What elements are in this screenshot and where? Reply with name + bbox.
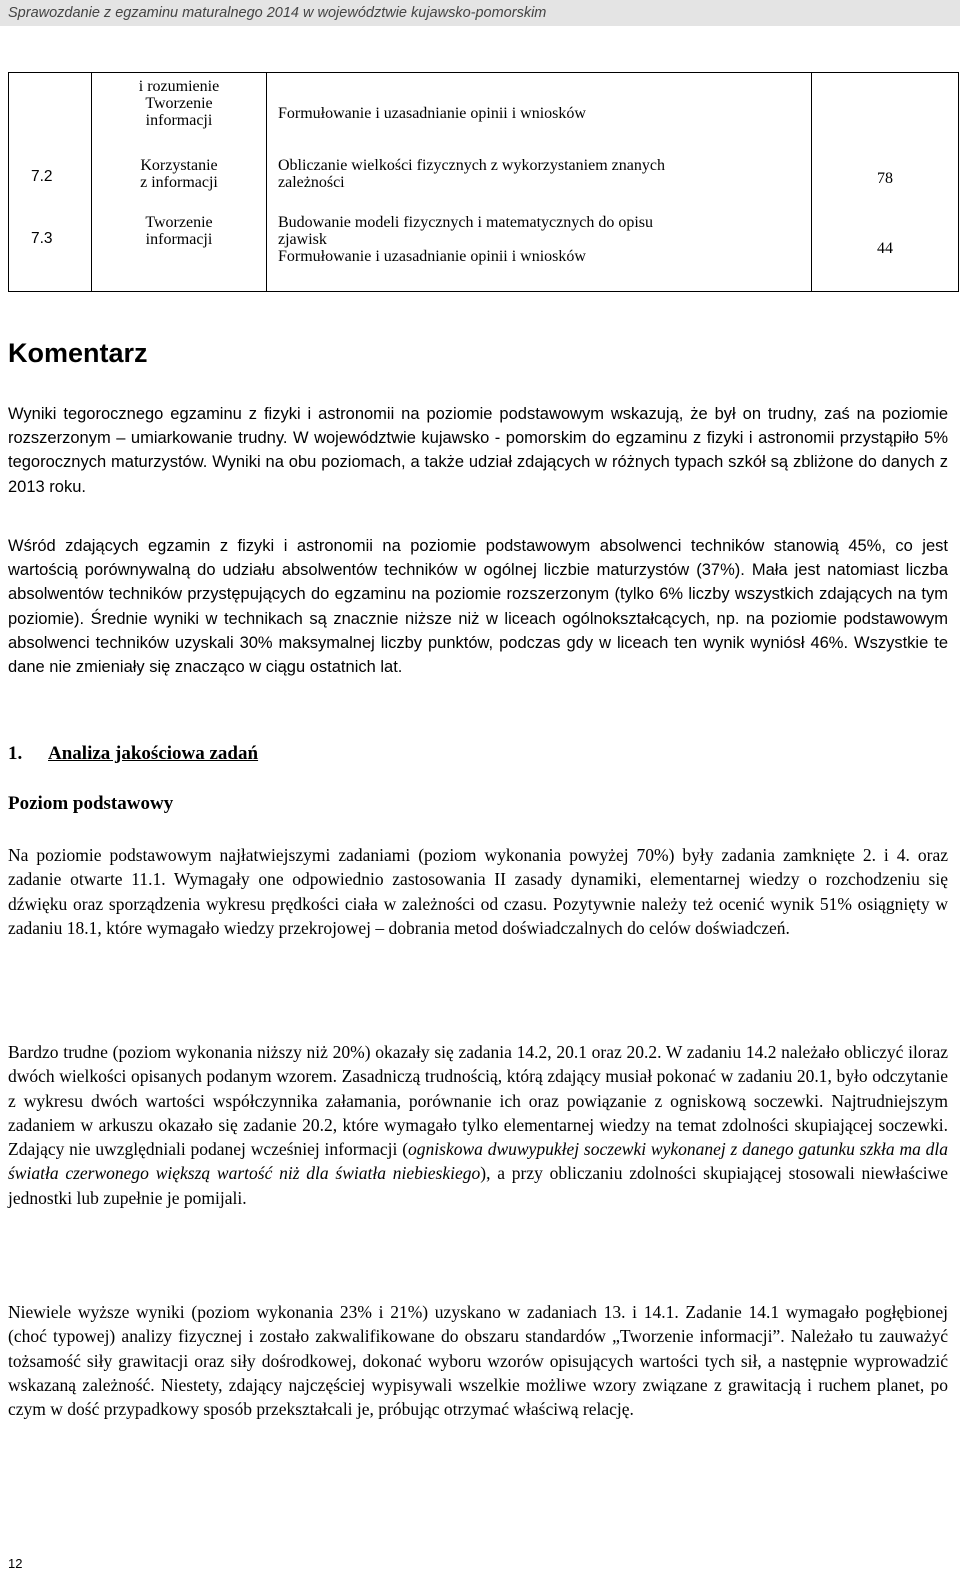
area-7-2: Korzystanie z informacji — [140, 157, 218, 191]
analiza-paragraph-3: Niewiele wyższe wyniki (poziom wykonania 23% i 21%) uzyskano w zadaniach 13. i 14.1. Zadanie 14.1 wymagało pogłębionej (choć typowej) analizy fizycznej i zostało zakwalifikowane do obszaru standardów „Tworzenie informacji”. Należało tu zauważyć tożsamość siły grawitacji oraz siły dośrodkowej, dokonać wyboru wzorów opisujących wartości tych sił, a następnie wyprowadzić wskazaną zależność. Niestety, zdający najczęściej wypisywali wszelkie możliwe wzory związane z grawitacją i ruchem planet, po czym w dość przypadkowy sposób przekształcali je, próbując otrzymać właściwą relację. — [8, 1302, 948, 1420]
area-cell — [92, 73, 267, 292]
poziom-heading: Poziom podstawowy — [8, 793, 174, 814]
komentarz-heading: Komentarz — [8, 338, 148, 368]
table-row — [9, 73, 959, 292]
komentarz-paragraph-2: Wśród zdających egzamin z fizyki i astronomii na poziomie podstawowym absolwenci techników stanowią 45%, co jest wartością porównywalną do udziału absolwentów techników w ogólnej liczbie maturzystów (37%). Mała jest natomiast liczba absolwentów techników przystępujących do egzaminu na poziomie rozszerzonym (tylko 6% liczby wszystkich zdających na tym poziomie). Średnie wyniki w technikach są znacznie niższe niż w liceach ogólnokształcących, np. na poziomie podstawowym absolwenci techników uzyskali 30% maksymalnej liczby punktów, podczas gdy w liceach ten wynik wyniósł 46%. Wszystkie te dane nie zmieniały się znacząco w ciągu ostatnich lat. — [8, 537, 948, 677]
analiza-paragraph-1: Na poziomie podstawowym najłatwiejszymi zadaniami (poziom wykonania powyżej 70%) były zadania zamknięte 2. i 4. oraz zadanie otwarte 11.1. Wymagały one odpowiednio zastosowania II zasady dynamiki, elementarnej wiedzy o rozchodzeniu się dźwięku oraz sporządzenia wykresu prędkości ciała w zależności od czasu. Pozytywnie należy też ocenić wynik 51% osiągnięty w zadaniu 18.1, które wymagało wiedzy przekrojowej – dobrania metod doświadczalnych do celów doświadczeń. — [8, 845, 948, 938]
komentarz-paragraph-1: Wyniki tegorocznego egzaminu z fizyki i astronomii na poziomie podstawowym wskazują, że był on trudny, zaś na poziomie rozszerzonym – umiarkowanie trudny. W województwie kujawsko - pomorskim do egzaminu z fizyki i astronomii przystąpiło 5% tegorocznych maturzystów. Wyniki na obu poziomach, a także udział zdających w różnych typach szkół są zbliżone do danych z 2013 roku. — [8, 405, 948, 496]
section-number: 1. — [8, 743, 23, 764]
score-7-3: 44 — [877, 240, 893, 257]
analiza-heading — [8, 743, 258, 765]
score-cell — [812, 73, 959, 292]
skills-cell — [267, 73, 812, 292]
number-cell — [9, 73, 92, 292]
area-7-3: Tworzenie informacji — [145, 214, 213, 248]
area-previous: i rozumienie Tworzenie informacji — [138, 78, 220, 129]
page-number: 12 — [8, 1556, 23, 1571]
skill-7-2: Obliczanie wielkości fizycznych z wykorzystaniem znanych zależności — [278, 157, 665, 191]
page-header — [0, 0, 960, 26]
header-title: Sprawozdanie z egzaminu maturalnego 2014 w województwie kujawsko-pomorskim — [8, 5, 547, 21]
row-number-7-2: 7.2 — [31, 168, 53, 185]
skill-7-3: Budowanie modeli fizycznych i matematycznych do opisu zjawisk Formułowanie i uzasadnianie opinii i wniosków — [278, 214, 653, 265]
section-title: Analiza jakościowa zadań — [48, 743, 259, 764]
analiza-paragraph-2: Bardzo trudne (poziom wykonania niższy niż 20%) okazały się zadania 14.2, 20.1 oraz 20.2. W zadaniu 14.2 należało obliczyć iloraz dwóch wielkości opisanych podanym wzorem. Zasadniczą trudnością, którą zdający musiał pokonać w zadaniu 20.1, było odczytanie z wykresu dwóch wartości współczynnika załamania, porównanie ich oraz powiązanie z ogniskową soczewki. Najtrudniejszym zadaniem w arkuszu okazało się zadanie 20.2, które wymagało tylko elementarnej wiedzy na temat zdolności skupiającej soczewki. Zdający nie uwzględniali podanej wcześniej informacji (ogniskowa dwuwypukłej soczewki wykonanej z danego gatunku szkła ma dla światła czerwonego większą wartość niż dla światła niebieskiego), a przy obliczaniu zdolności skupiającej stosowali niewłaściwe jednostki lub zupełnie je pomijali. — [8, 1042, 948, 1208]
skill-previous: Formułowanie i uzasadnianie opinii i wniosków — [278, 105, 586, 122]
row-number-7-3: 7.3 — [31, 230, 53, 247]
score-7-2: 78 — [877, 170, 893, 187]
skills-table — [8, 72, 959, 292]
italic-quote: ogniskowa dwuwypukłej soczewki wykonanej z danego gatunku szkła ma dla światła czerwonego większą wartość niż dla światła niebieskiego — [8, 1139, 948, 1184]
